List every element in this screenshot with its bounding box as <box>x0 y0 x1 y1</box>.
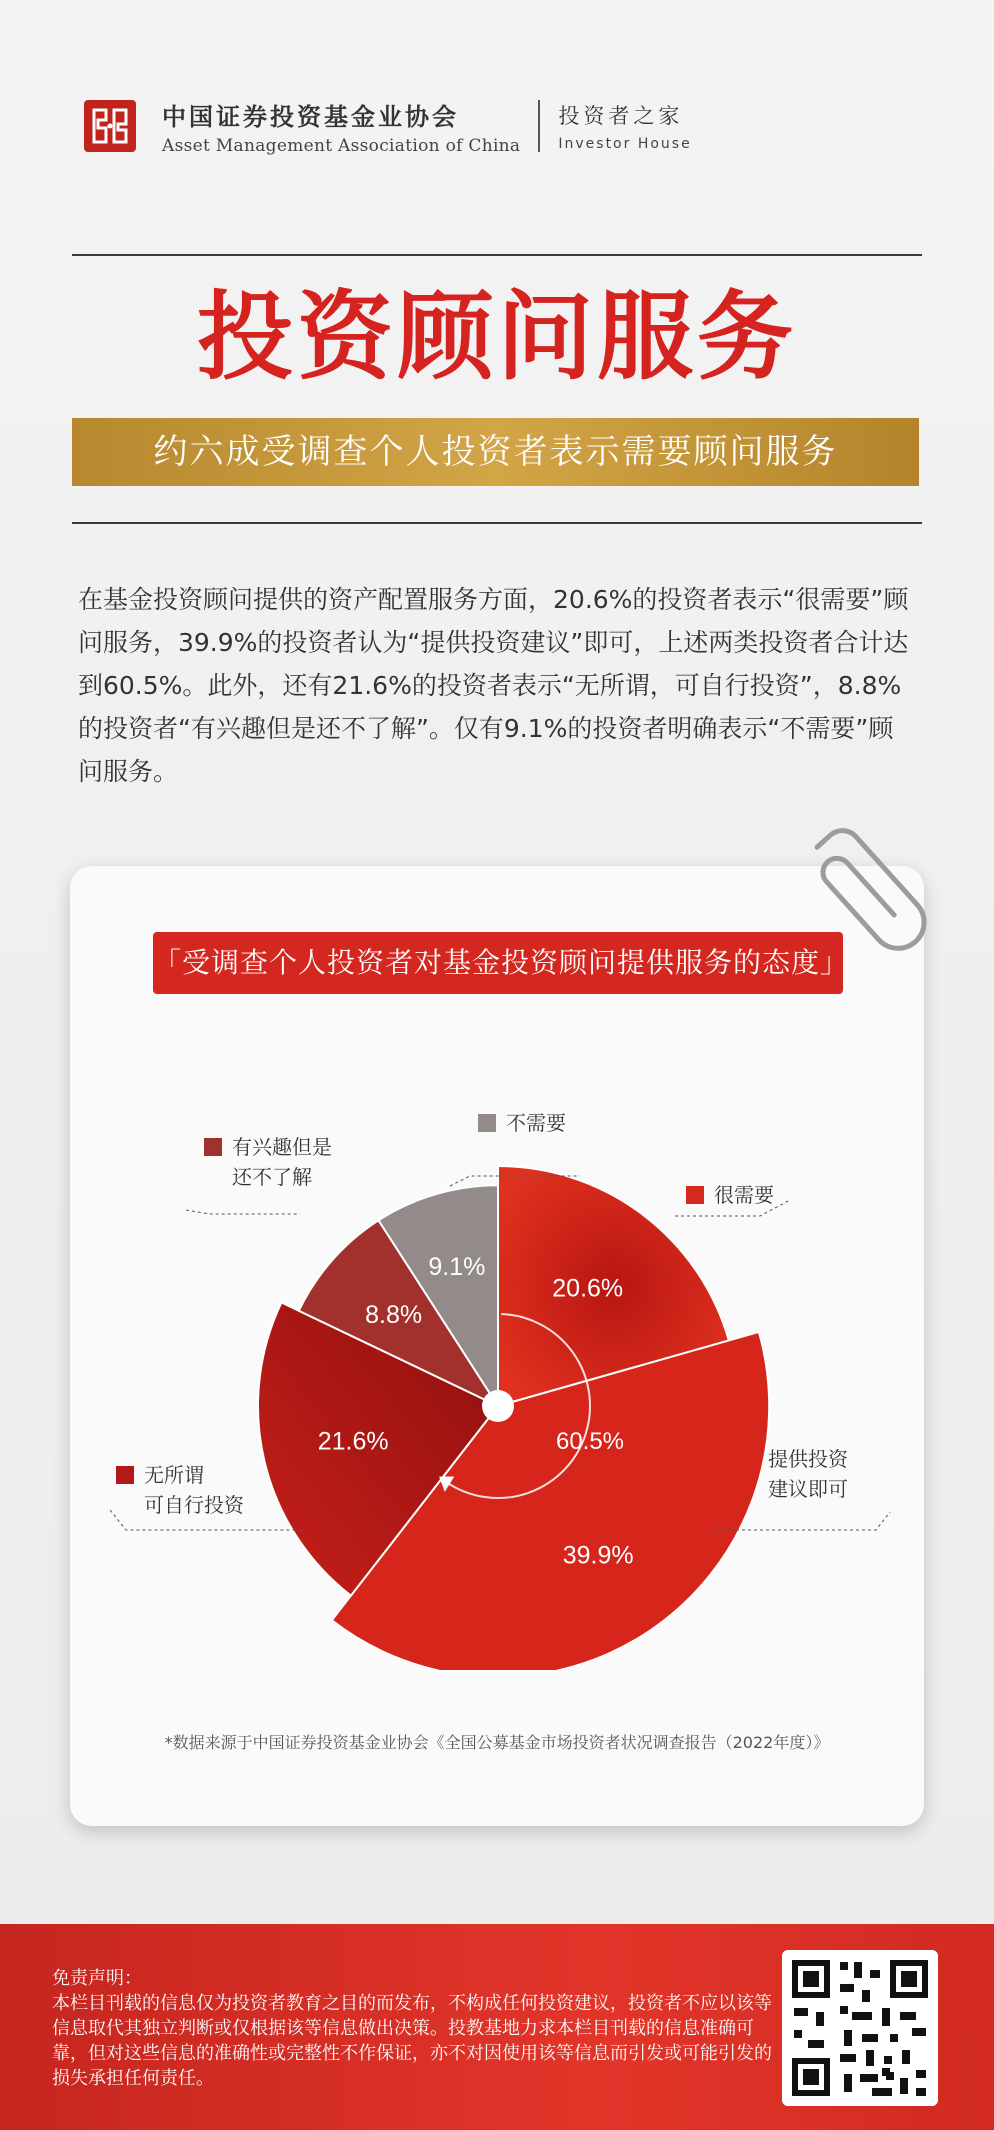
legend-swatch <box>204 1138 222 1156</box>
pie-slice-label: 8.8% <box>365 1301 423 1330</box>
legend-label: 有兴趣但是 <box>232 1135 332 1159</box>
legend-youxingqu <box>204 1132 332 1192</box>
legend-swatch <box>116 1466 134 1484</box>
legend-label: 提供投资 <box>768 1447 848 1471</box>
bottom-rule <box>72 522 922 524</box>
investor-house-cn: 投资者之家 <box>558 104 684 128</box>
org-name <box>162 97 520 156</box>
data-source-note: *数据来源于中国证券投资基金业协会《全国公募基金市场投资者状况调查报告（2022年度）》 <box>164 1733 830 1752</box>
amac-logo-icon <box>84 100 136 152</box>
legend-wusuowei <box>116 1460 244 1520</box>
top-rule <box>72 254 922 256</box>
pie-slice-label: 21.6% <box>317 1427 389 1456</box>
legend-label: 无所谓 <box>144 1463 204 1487</box>
investor-house-en: Investor House <box>558 136 692 152</box>
investor-house <box>558 100 691 152</box>
org-name-en: Asset Management Association of China <box>162 135 521 156</box>
legend-hen-xuyao <box>686 1180 774 1210</box>
legend-label: 很需要 <box>714 1183 774 1207</box>
qr-code-icon <box>782 1950 938 2106</box>
header <box>84 96 692 156</box>
pie-slice-label: 20.6% <box>552 1274 624 1303</box>
disclaimer <box>52 1966 772 2091</box>
legend-label-2: 还不了解 <box>232 1165 312 1189</box>
pie-slice-label: 9.1% <box>428 1253 486 1282</box>
intro-paragraph: 在基金投资顾问提供的资产配置服务方面，20.6%的投资者表示“很需要”顾问服务，39.9%的投资者认为“提供投资建议”即可，上述两类投资者合计达到60.5%。此外，还有21.6%的投资者表示“无所谓，可自行投资”，8.8%的投资者“有兴趣但是还不了解”。仅有9.1%的投资者明确表示“不需要”顾问服务。 <box>78 585 909 786</box>
leader-line-youxingqu <box>186 1210 300 1214</box>
chart-title: 「受调查个人投资者对基金投资顾问提供服务的态度」 <box>153 932 843 994</box>
legend-swatch <box>740 1450 758 1468</box>
legend-label-2: 可自行投资 <box>144 1493 244 1517</box>
page-title: 投资顾问服务 <box>197 281 797 393</box>
pie-slice-label: 39.9% <box>562 1541 634 1570</box>
legend-swatch <box>478 1114 496 1132</box>
legend-label-2: 建议即可 <box>768 1477 848 1501</box>
legend-label: 不需要 <box>506 1111 566 1135</box>
pie-center-dot <box>482 1390 514 1422</box>
header-divider <box>538 100 540 152</box>
combined-percent-label: 60.5% <box>555 1428 625 1455</box>
legend-swatch <box>686 1186 704 1204</box>
disclaimer-title: 免责声明： <box>52 1968 142 1989</box>
legend-tigong <box>740 1444 848 1504</box>
subtitle-banner: 约六成受调查个人投资者表示需要顾问服务 <box>72 418 919 486</box>
legend-bu-xuyao <box>478 1108 566 1138</box>
disclaimer-body: 本栏目刊载的信息仅为投资者教育之目的而发布，不构成任何投资建议，投资者不应以该等信息取代其独立判断或仅根据该等信息做出决策。投教基地力求本栏目刊载的信息准确可靠，但对这些信息的准确性或完整性不作保证，亦不对因使用该等信息而引发或可能引发的损失承担任何责任。 <box>52 1993 772 2089</box>
org-name-cn: 中国证券投资基金业协会 <box>162 102 459 131</box>
